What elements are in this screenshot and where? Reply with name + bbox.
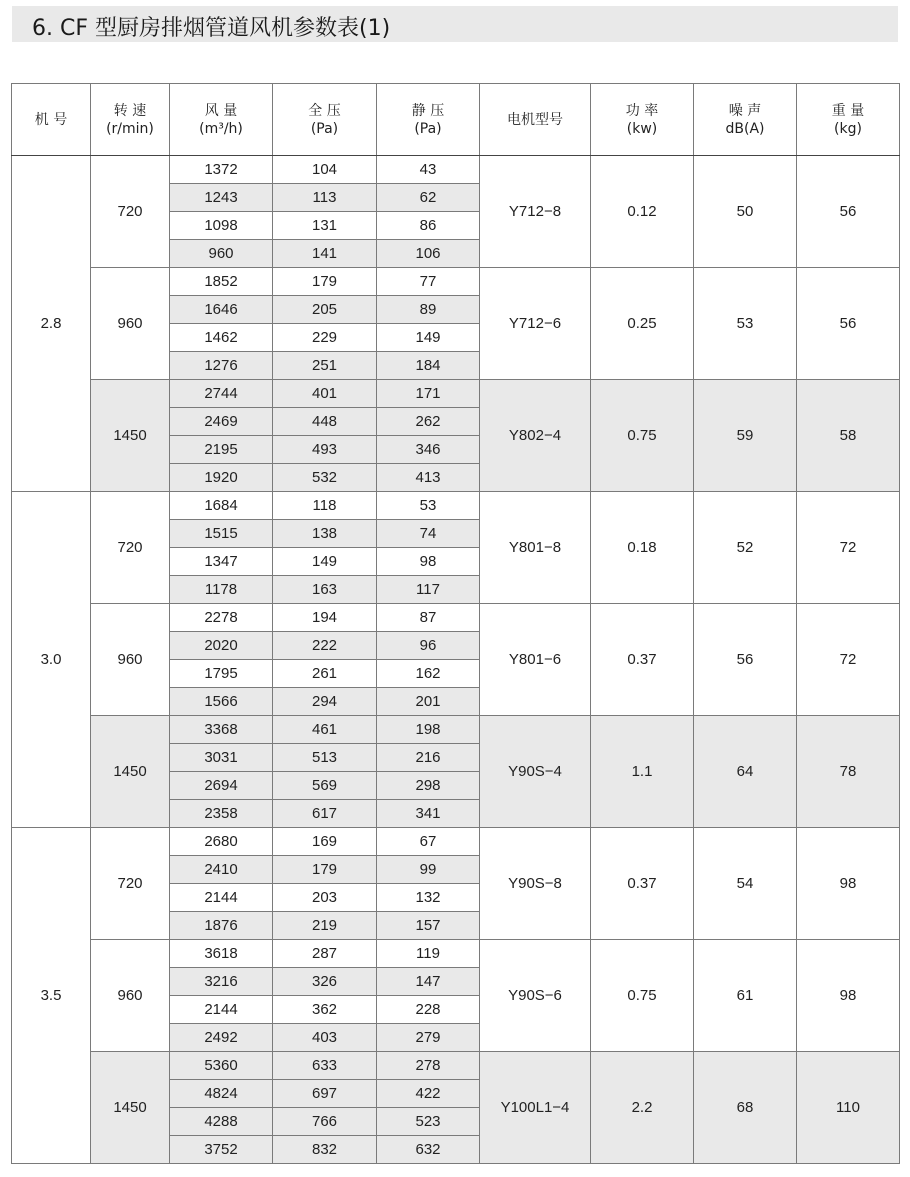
airflow-cell: 2410 [170,856,273,884]
airflow-cell: 1098 [170,212,273,240]
table-row [12,380,900,408]
static-pressure-cell: 132 [377,884,480,912]
total-pressure-cell: 832 [273,1136,377,1164]
total-pressure-cell: 401 [273,380,377,408]
speed-cell: 960 [91,268,170,380]
airflow-cell: 2278 [170,604,273,632]
table-row [12,604,900,632]
total-pressure-cell: 104 [273,156,377,184]
total-pressure-cell: 163 [273,576,377,604]
noise-cell: 61 [694,940,797,1052]
total-pressure-cell: 179 [273,856,377,884]
weight-cell: 78 [797,716,900,828]
total-pressure-cell: 169 [273,828,377,856]
speed-cell: 720 [91,492,170,604]
total-pressure-cell: 261 [273,660,377,688]
static-pressure-cell: 184 [377,352,480,380]
airflow-cell: 3752 [170,1136,273,1164]
noise-cell: 50 [694,156,797,268]
noise-cell: 68 [694,1052,797,1164]
airflow-cell: 2744 [170,380,273,408]
static-pressure-cell: 171 [377,380,480,408]
motor-model-cell: Y100L1−4 [480,1052,591,1164]
weight-cell: 72 [797,604,900,716]
static-pressure-cell: 86 [377,212,480,240]
noise-cell: 56 [694,604,797,716]
weight-cell: 72 [797,492,900,604]
static-pressure-cell: 346 [377,436,480,464]
total-pressure-cell: 294 [273,688,377,716]
power-cell: 0.75 [591,380,694,492]
static-pressure-cell: 87 [377,604,480,632]
noise-cell: 52 [694,492,797,604]
airflow-cell: 1646 [170,296,273,324]
fan-parameter-table [11,83,900,1164]
power-cell: 0.12 [591,156,694,268]
power-cell: 0.75 [591,940,694,1052]
airflow-cell: 3618 [170,940,273,968]
weight-cell: 56 [797,268,900,380]
airflow-cell: 2680 [170,828,273,856]
static-pressure-cell: 89 [377,296,480,324]
power-cell: 0.37 [591,604,694,716]
speed-cell: 720 [91,828,170,940]
static-pressure-cell: 99 [377,856,480,884]
motor-model-cell: Y90S−6 [480,940,591,1052]
weight-cell: 98 [797,828,900,940]
header-total-pressure: 全 压 (Pa) [273,84,377,156]
speed-cell: 1450 [91,380,170,492]
total-pressure-cell: 222 [273,632,377,660]
motor-model-cell: Y712−6 [480,268,591,380]
machine-number-cell: 2.8 [12,156,91,492]
total-pressure-cell: 697 [273,1080,377,1108]
speed-cell: 1450 [91,716,170,828]
noise-cell: 53 [694,268,797,380]
airflow-cell: 1920 [170,464,273,492]
noise-cell: 54 [694,828,797,940]
static-pressure-cell: 117 [377,576,480,604]
static-pressure-cell: 119 [377,940,480,968]
total-pressure-cell: 229 [273,324,377,352]
total-pressure-cell: 326 [273,968,377,996]
power-cell: 1.1 [591,716,694,828]
airflow-cell: 2469 [170,408,273,436]
static-pressure-cell: 298 [377,772,480,800]
noise-cell: 64 [694,716,797,828]
total-pressure-cell: 493 [273,436,377,464]
static-pressure-cell: 422 [377,1080,480,1108]
airflow-cell: 2144 [170,996,273,1024]
static-pressure-cell: 147 [377,968,480,996]
static-pressure-cell: 157 [377,912,480,940]
table-row [12,268,900,296]
airflow-cell: 3031 [170,744,273,772]
speed-cell: 720 [91,156,170,268]
total-pressure-cell: 113 [273,184,377,212]
airflow-cell: 2694 [170,772,273,800]
static-pressure-cell: 149 [377,324,480,352]
airflow-cell: 1347 [170,548,273,576]
title-bar [12,6,898,42]
airflow-cell: 1566 [170,688,273,716]
total-pressure-cell: 362 [273,996,377,1024]
page-title: 6. CF 型厨房排烟管道风机参数表(1) [32,16,391,41]
total-pressure-cell: 513 [273,744,377,772]
speed-cell: 960 [91,604,170,716]
header-static-pressure: 静 压 (Pa) [377,84,480,156]
airflow-cell: 1876 [170,912,273,940]
airflow-cell: 1276 [170,352,273,380]
static-pressure-cell: 201 [377,688,480,716]
airflow-cell: 2020 [170,632,273,660]
static-pressure-cell: 278 [377,1052,480,1080]
machine-number-cell: 3.5 [12,828,91,1164]
airflow-cell: 2492 [170,1024,273,1052]
motor-model-cell: Y90S−4 [480,716,591,828]
total-pressure-cell: 179 [273,268,377,296]
total-pressure-cell: 287 [273,940,377,968]
airflow-cell: 1684 [170,492,273,520]
motor-model-cell: Y801−6 [480,604,591,716]
static-pressure-cell: 43 [377,156,480,184]
airflow-cell: 1372 [170,156,273,184]
static-pressure-cell: 632 [377,1136,480,1164]
total-pressure-cell: 633 [273,1052,377,1080]
noise-cell: 59 [694,380,797,492]
airflow-cell: 5360 [170,1052,273,1080]
total-pressure-cell: 461 [273,716,377,744]
total-pressure-cell: 766 [273,1108,377,1136]
airflow-cell: 960 [170,240,273,268]
static-pressure-cell: 413 [377,464,480,492]
speed-cell: 960 [91,940,170,1052]
airflow-cell: 1852 [170,268,273,296]
table-row [12,156,900,184]
power-cell: 2.2 [591,1052,694,1164]
power-cell: 0.37 [591,828,694,940]
header-machine-number: 机 号 [12,84,91,156]
static-pressure-cell: 67 [377,828,480,856]
airflow-cell: 2195 [170,436,273,464]
table-row [12,828,900,856]
table-body [12,156,900,1164]
static-pressure-cell: 77 [377,268,480,296]
total-pressure-cell: 205 [273,296,377,324]
airflow-cell: 1243 [170,184,273,212]
weight-cell: 56 [797,156,900,268]
weight-cell: 110 [797,1052,900,1164]
header-row [12,84,900,156]
motor-model-cell: Y802−4 [480,380,591,492]
power-cell: 0.25 [591,268,694,380]
static-pressure-cell: 96 [377,632,480,660]
header-power: 功 率 (kw) [591,84,694,156]
total-pressure-cell: 403 [273,1024,377,1052]
table-row [12,1052,900,1080]
static-pressure-cell: 53 [377,492,480,520]
static-pressure-cell: 279 [377,1024,480,1052]
total-pressure-cell: 138 [273,520,377,548]
static-pressure-cell: 162 [377,660,480,688]
static-pressure-cell: 216 [377,744,480,772]
header-speed: 转 速 (r/min) [91,84,170,156]
weight-cell: 58 [797,380,900,492]
total-pressure-cell: 131 [273,212,377,240]
header-motor-model: 电机型号 [480,84,591,156]
total-pressure-cell: 149 [273,548,377,576]
static-pressure-cell: 341 [377,800,480,828]
total-pressure-cell: 219 [273,912,377,940]
total-pressure-cell: 532 [273,464,377,492]
total-pressure-cell: 448 [273,408,377,436]
airflow-cell: 1795 [170,660,273,688]
motor-model-cell: Y801−8 [480,492,591,604]
airflow-cell: 3216 [170,968,273,996]
weight-cell: 98 [797,940,900,1052]
total-pressure-cell: 617 [273,800,377,828]
header-noise: 噪 声 dB(A) [694,84,797,156]
total-pressure-cell: 569 [273,772,377,800]
speed-cell: 1450 [91,1052,170,1164]
static-pressure-cell: 98 [377,548,480,576]
static-pressure-cell: 62 [377,184,480,212]
static-pressure-cell: 74 [377,520,480,548]
motor-model-cell: Y90S−8 [480,828,591,940]
power-cell: 0.18 [591,492,694,604]
total-pressure-cell: 251 [273,352,377,380]
airflow-cell: 1515 [170,520,273,548]
airflow-cell: 2144 [170,884,273,912]
machine-number-cell: 3.0 [12,492,91,828]
header-airflow: 风 量 (m³/h) [170,84,273,156]
airflow-cell: 1462 [170,324,273,352]
static-pressure-cell: 262 [377,408,480,436]
airflow-cell: 4824 [170,1080,273,1108]
total-pressure-cell: 203 [273,884,377,912]
header-weight: 重 量 (kg) [797,84,900,156]
total-pressure-cell: 141 [273,240,377,268]
static-pressure-cell: 523 [377,1108,480,1136]
total-pressure-cell: 194 [273,604,377,632]
airflow-cell: 4288 [170,1108,273,1136]
table-row [12,940,900,968]
airflow-cell: 2358 [170,800,273,828]
total-pressure-cell: 118 [273,492,377,520]
static-pressure-cell: 228 [377,996,480,1024]
static-pressure-cell: 106 [377,240,480,268]
motor-model-cell: Y712−8 [480,156,591,268]
airflow-cell: 1178 [170,576,273,604]
table-row [12,716,900,744]
table-row [12,492,900,520]
airflow-cell: 3368 [170,716,273,744]
static-pressure-cell: 198 [377,716,480,744]
